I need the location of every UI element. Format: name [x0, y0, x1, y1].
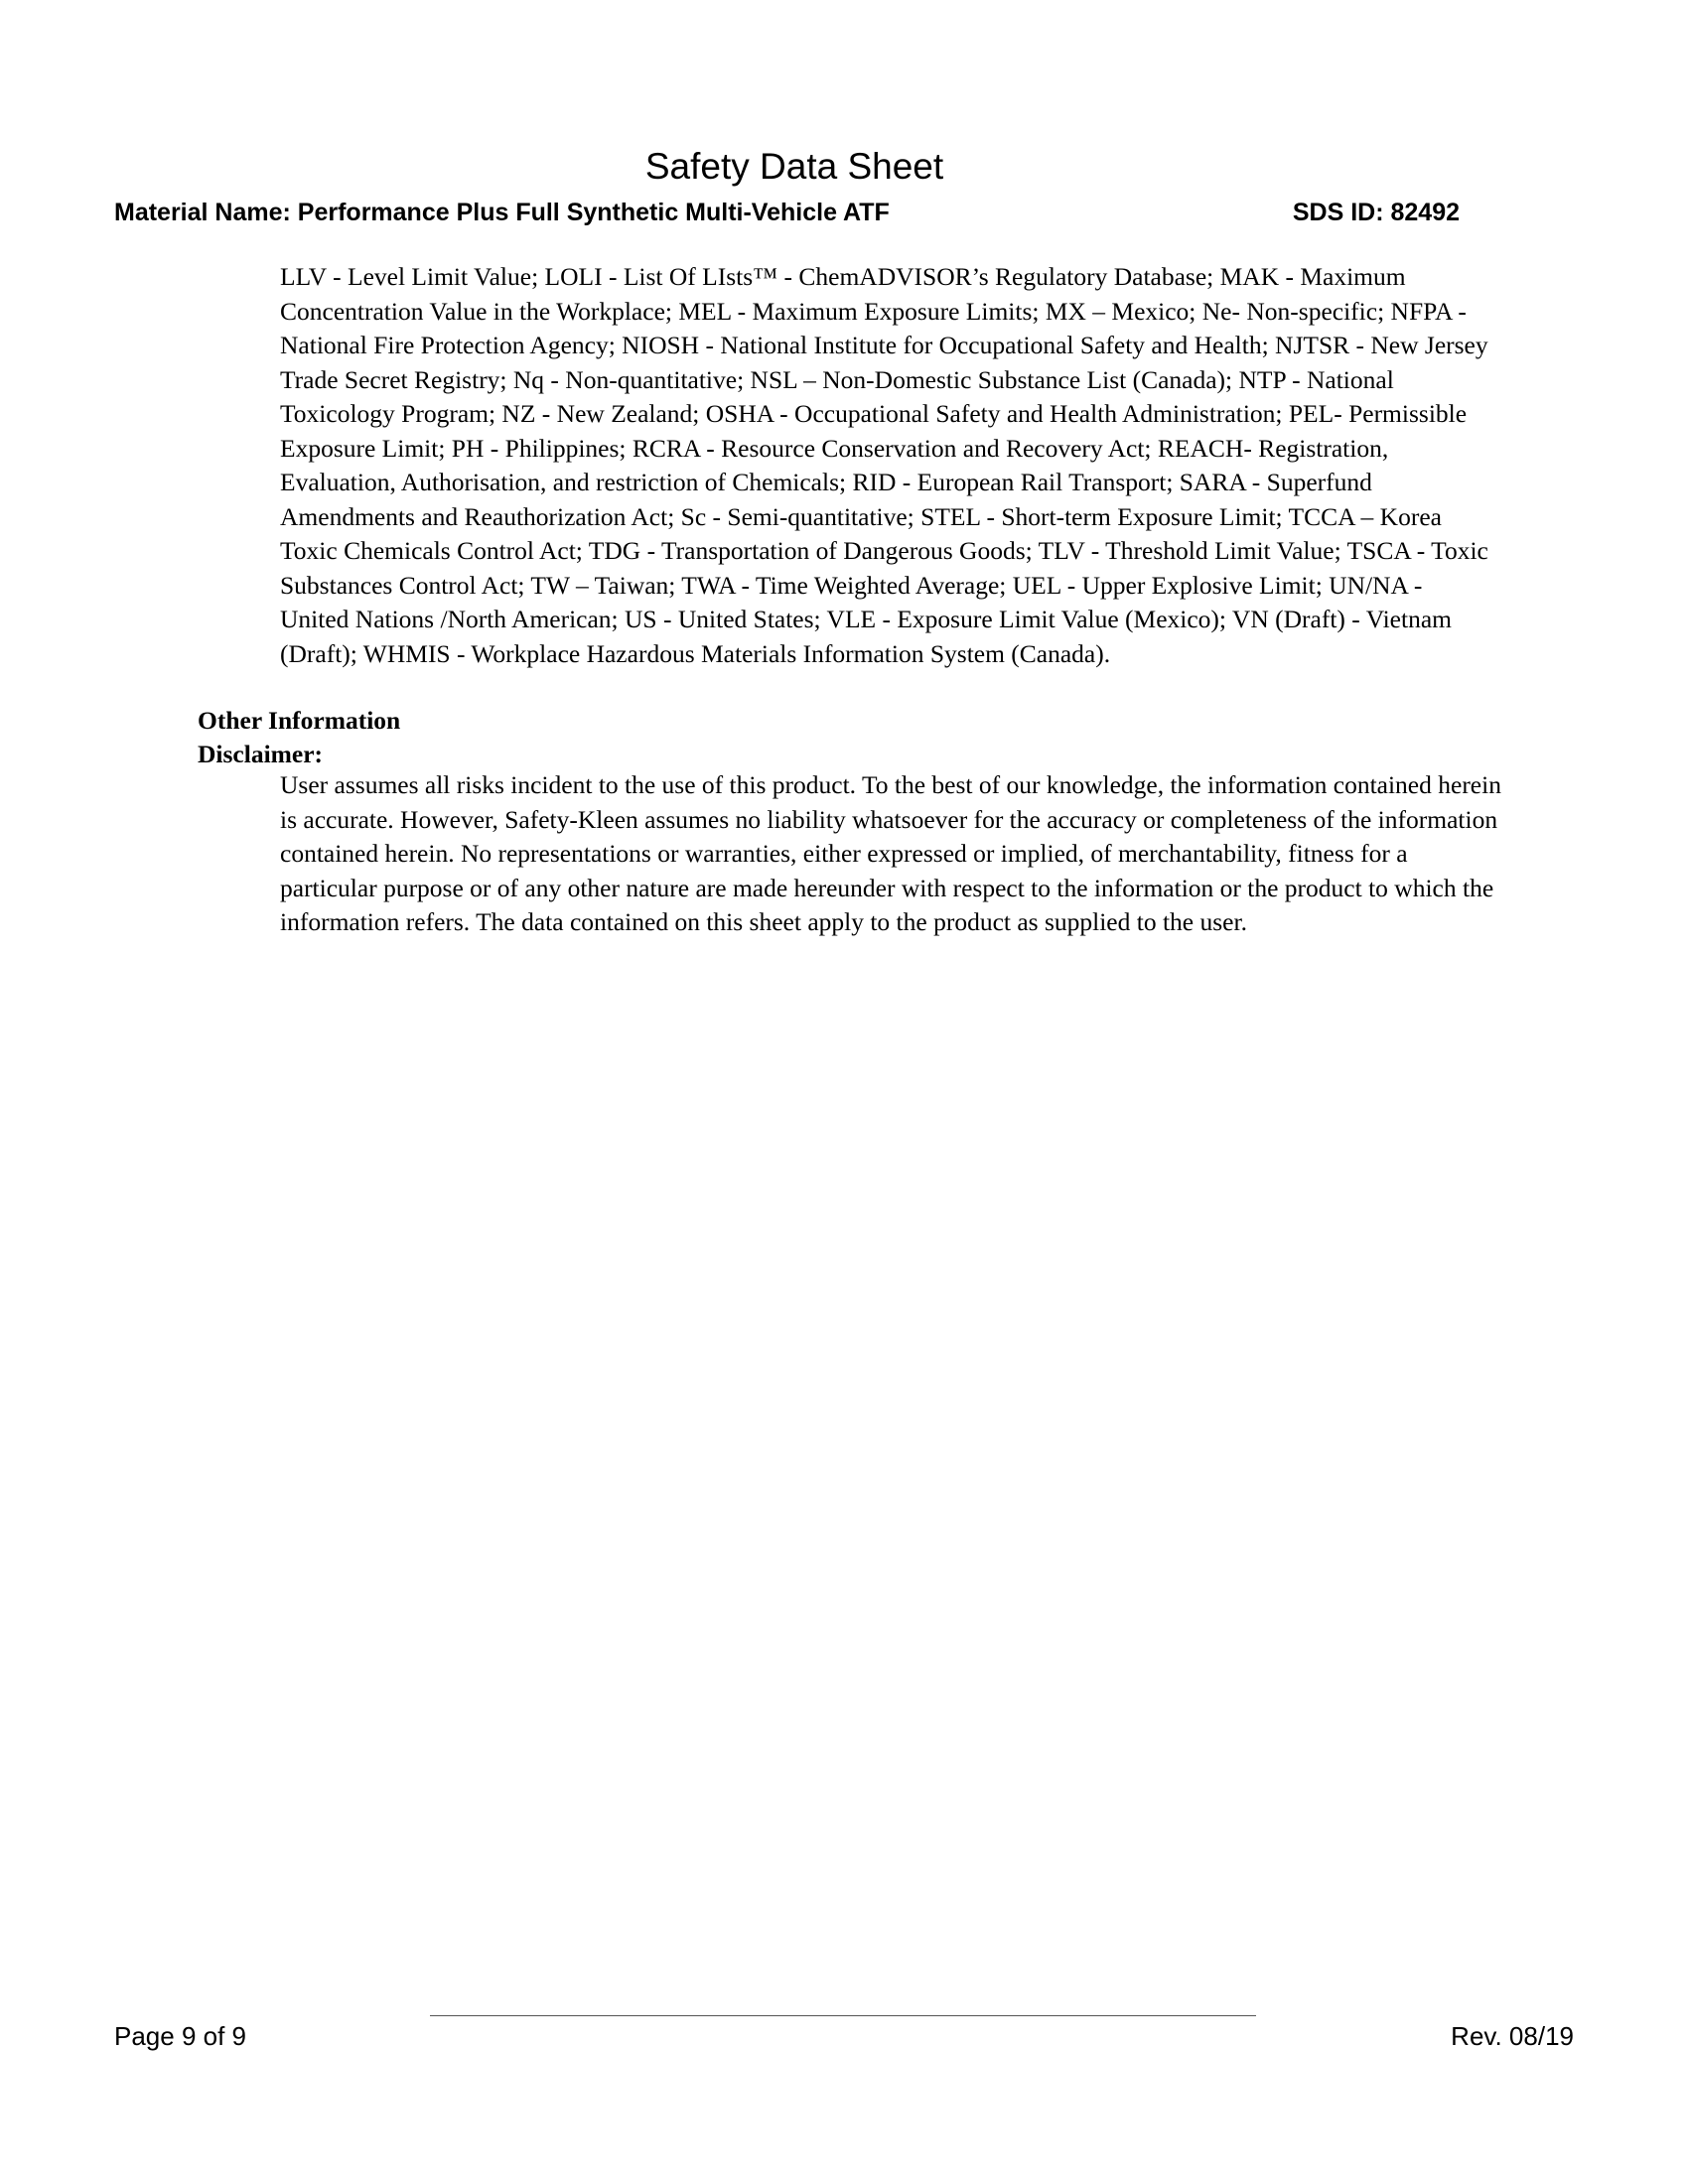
material-name: Material Name: Performance Plus Full Synthetic Multi-Vehicle ATF: [114, 199, 890, 226]
document-header: [114, 195, 1460, 230]
abbreviations-paragraph: LLV - Level Limit Value; LOLI - List Of LIsts™ - ChemADVISOR’s Regulatory Database; MAK - Maximum Concentration Value in the Workplace; MEL - Maximum Exposure Limits; MX – Mexico; Ne- Non-specific; NFPA - National Fire Protection Agency; NIOSH - National Institute for Occupational Safety and Health; NJTSR - New Jersey Trade Secret Registry; Nq - Non-quantitative; NSL – Non-Domestic Substance List (Canada); NTP - National Toxicology Program; NZ - New Zealand; OSHA - Occupational Safety and Health Administration; PEL- Permissible Exposure Limit; PH - Philippines; RCRA - Resource Conservation and Recovery Act; REACH- Registration, Evaluation, Authorisation, and restriction of Chemicals; RID - European Rail Transport; SARA - Superfund Amendments and Reauthorization Act; Sc - Semi-quantitative; STEL - Short-term Exposure Limit; TCCA – Korea Toxic Chemicals Control Act; TDG - Transportation of Dangerous Goods; TLV - Threshold Limit Value; TSCA - Toxic Substances Control Act; TW – Taiwan; TWA - Time Weighted Average; UEL - Upper Explosive Limit; UN/NA - United Nations /North American; US - United States; VLE - Exposure Limit Value (Mexico); VN (Draft) - Vietnam (Draft); WHMIS - Workplace Hazardous Materials Information System (Canada).: [280, 262, 1488, 668]
other-information-heading: Other Information: [198, 706, 401, 735]
page-title: Safety Data Sheet: [644, 146, 944, 187]
disclaimer-paragraph: User assumes all risks incident to the use of this product. To the best of our knowledge, the information contained herein is accurate. However, Safety-Kleen assumes no liability whatsoever for the accuracy or completeness of the information contained herein. No representations or warranties, either expressed or implied, of merchantability, fitness for a particular purpose or of any other nature are made hereunder with respect to the information or the product to which the information refers. The data contained on this sheet apply to the product as supplied to the user.: [280, 770, 1501, 936]
disclaimer-heading: Disclaimer:: [198, 740, 324, 768]
revision-label: Rev. 08/19: [1451, 2021, 1574, 2051]
page-number: Page 9 of 9: [114, 2021, 246, 2051]
footer-divider: [430, 2015, 1256, 2016]
sds-id: SDS ID: 82492: [1292, 199, 1460, 226]
